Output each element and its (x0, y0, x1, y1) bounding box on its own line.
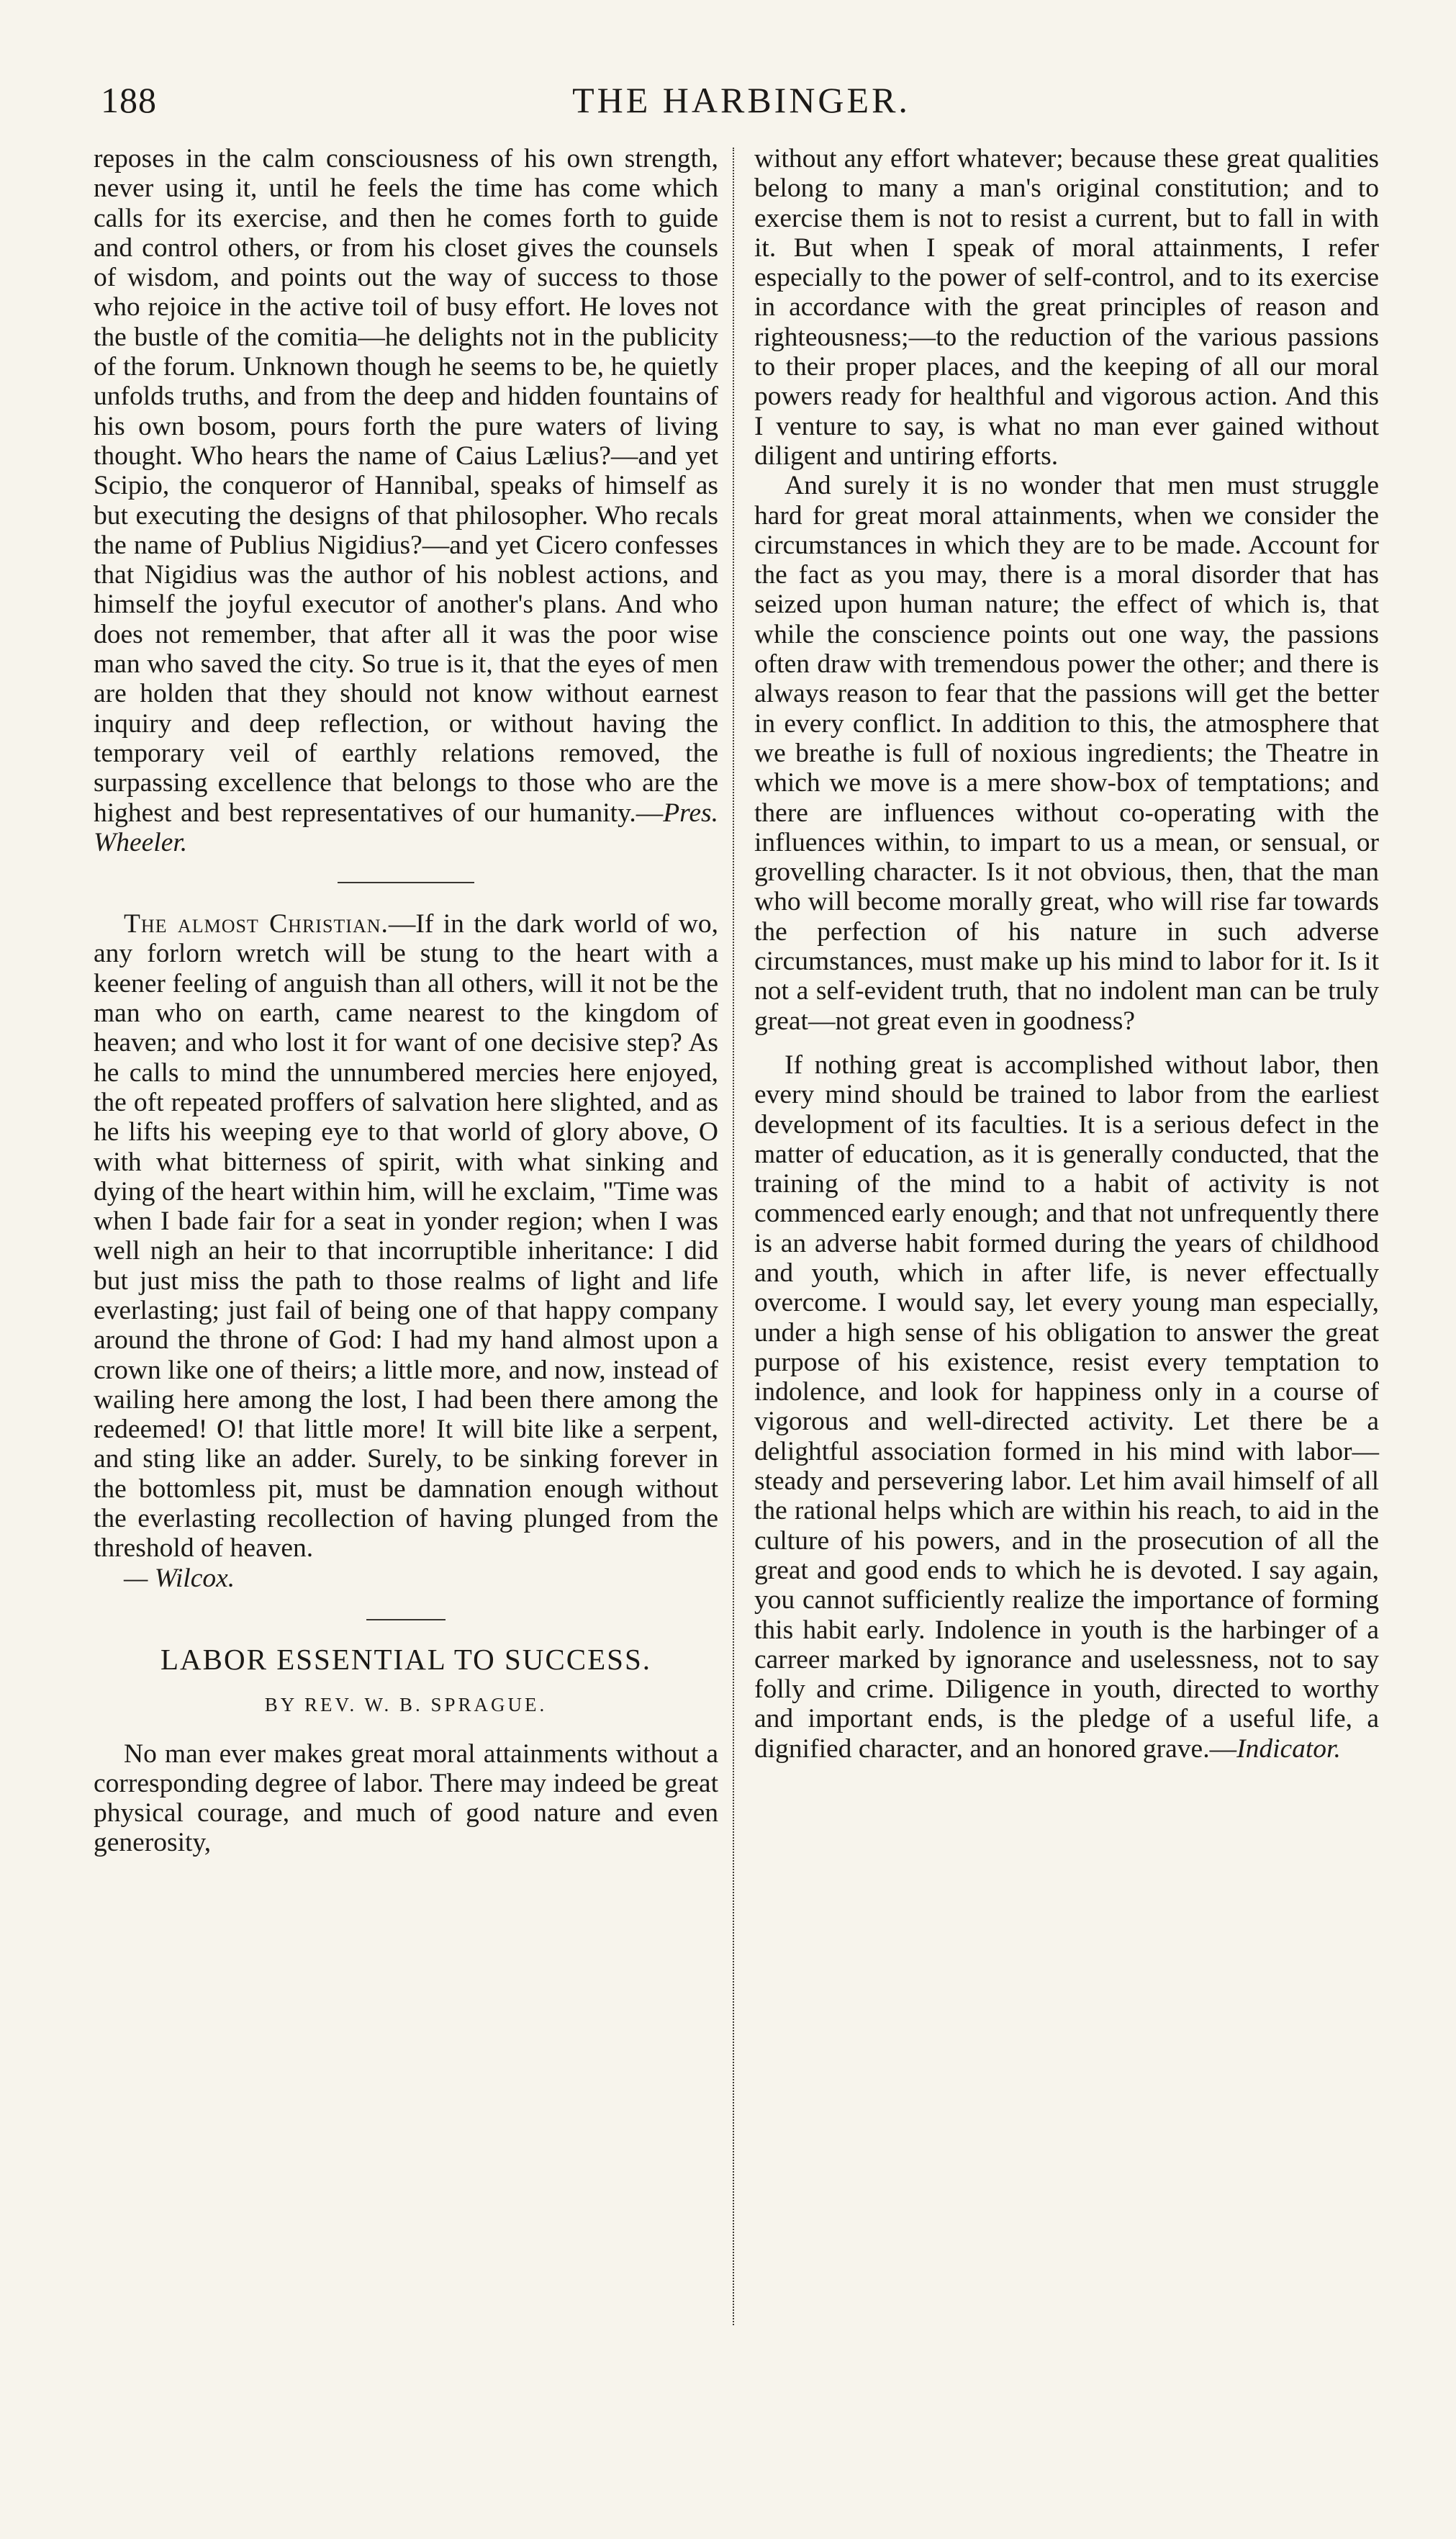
section-divider (338, 882, 474, 883)
almost-christian-text: —If in the dark world of wo, any forlorn wretch will be stung to the heart with a keener feeling of anguish than all others, will it not be the man who on earth, came nearest to the kingdom of heaven; and who lost it for want of one decisive step? As he calls to mind the unnumbered mercies here enjoyed, the oft repeated proffers of salvation here slighted, and as he lifts his weeping eye to that world of glory above, O with what bitterness of spirit, with what sinking and dying of the heart within him, will he exclaim, "Time was when I bade fair for a seat in yonder region; when I was well nigh an heir to that incorruptible inheritance: I did but just miss the path to those realms of light and life everlasting; just fail of being one of that happy company around the throne of God: I had my hand almost upon a crown like one of theirs; a little more, and now, instead of wailing here among the lost, I had been there among the redeemed! O! that little more! It will bite like a serpent, and sting like an adder. Surely, to be sinking forever in the bottomless pit, must be damnation enough without the everlasting recollection of having plunged from the threshold of heaven. (94, 909, 718, 1564)
labor-paragraph-2: And surely it is no wonder that men must struggle hard for great moral attainments, when we consider the circumstances in which they are to be made. Account for the fact as you may, there is a moral disorder that has seized upon human nature; the effect of which is, that while the conscience points out one way, the passions often draw with tremendous power the other; and there is always reason to fear that the passions will get the better in every conflict. In addition to this, the atmosphere that we breathe is full of noxious ingredients; the Theatre in which we move is a mere show-box of temptations; and there are influences without co-operating with the influences within, to impart to us a mean, or sensual, or grovelling character. Is it not obvious, then, that the man who will become morally great, who will rise far towards the perfection of his nature in such adverse circumstances, must make up his mind to labor for it. Is it not a self-evident truth, that no indolent man can be truly great—not great even in goodness? (754, 471, 1379, 1036)
labor-paragraph-3 (754, 1050, 1379, 1764)
wheeler-source: Pres. Wheeler. (94, 798, 718, 857)
almost-christian-heading: The almost Christian. (124, 909, 389, 939)
running-head: THE HARBINGER. (572, 80, 910, 120)
wilcox-source: — Wilcox. (124, 1563, 235, 1593)
labor-paragraph-3-text: If nothing great is accomplished without labor, then every mind should be trained to labor from the earliest development of its faculties. It is a serious defect in the matter of education, as it is generally conducted, that the training of the mind to a habit of activity is not commenced early enough; and that not unfrequently there is an adverse habit formed during the years of childhood and youth, which in after life, is never effectually overcome. I would say, let every young man especially, under a high sense of his obligation to answer the great purpose of his existence, resist every temptation to indolence, and look for happiness only in a course of vigorous and well-directed activity. Let there be a delightful association formed in his mind with labor—steady and persevering labor. Let him avail himself of all the rational helps which are within his reach, to aid in the culture of his powers, and in the prosecution of all the great and good ends to which he is devoted. I say again, you cannot sufficiently realize the importance of forming this habit early. Indolence in youth is the harbinger of a carreer marked by ignorance and uselessness, not to say folly and crime. Diligence in youth, directed to worthy and important ends, is the pledge of a useful life, a dignified character, and an honored grave.— (754, 1050, 1379, 1764)
wheeler-text: reposes in the calm consciousness of his own strength, never using it, until he feels the time has come which calls for its exercise, and then he comes forth to guide and control others, or from his closet gives the counsels of wisdom, and points out the way of success to those who rejoice in the active toil of busy effort. He loves not the bustle of the comitia—he delights not in the publicity of the forum. Unknown though he seems to be, he quietly unfolds truths, and from the deep and hidden fountains of his own bosom, pours forth the pure waters of living thought. Who hears the name of Caius Lælius?—and yet Scipio, the conqueror of Hannibal, speaks of himself as but executing the designs of that philosopher. Who recals the name of Publius Nigidius?—and yet Cicero confesses that Nigidius was the author of his noblest actions, and himself the joyful executor of another's plans. And who does not remember, that after all it was the poor wise man who saved the city. So true is it, that the eyes of men are holden that they should not know without earnest inquiry and deep reflection, or without having the temporary veil of earthly relations removed, the surpassing excellence that belongs to those who are the highest and best representatives of our humanity.— (94, 144, 718, 828)
wheeler-paragraph (94, 144, 718, 857)
left-column (94, 144, 718, 1858)
page-number: 188 (101, 80, 157, 120)
article-title: LABOR ESSENTIAL TO SUCCESS. (160, 1642, 651, 1676)
article-byline: BY REV. W. B. SPRAGUE. (264, 1694, 548, 1716)
right-column (754, 144, 1379, 1764)
column-divider (733, 148, 734, 2325)
labor-continuation: without any effort whatever; because these great qualities belong to many a man's original constitution; and to exercise them is not to resist a current, but to fall in with it. But when I speak of moral attainments, I refer especially to the power of self-control, and to its exercise in accordance with the great principles of reason and righteousness;—to the reduction of the various passions to their proper places, and the keeping of all our moral powers ready for healthful and vigorous action. And this I venture to say, is what no man ever gained without diligent and untiring efforts. (754, 144, 1379, 471)
labor-paragraph-1: No man ever makes great moral attainments without a corresponding degree of labor. There may indeed be great physical courage, and much of good nature and even generosity, (94, 1738, 718, 1858)
wilcox-source-line (94, 1564, 718, 1593)
indicator-source: Indicator. (1236, 1733, 1341, 1764)
section-divider (366, 1619, 446, 1620)
page-header (101, 79, 1382, 130)
almost-christian-paragraph (94, 909, 718, 1564)
